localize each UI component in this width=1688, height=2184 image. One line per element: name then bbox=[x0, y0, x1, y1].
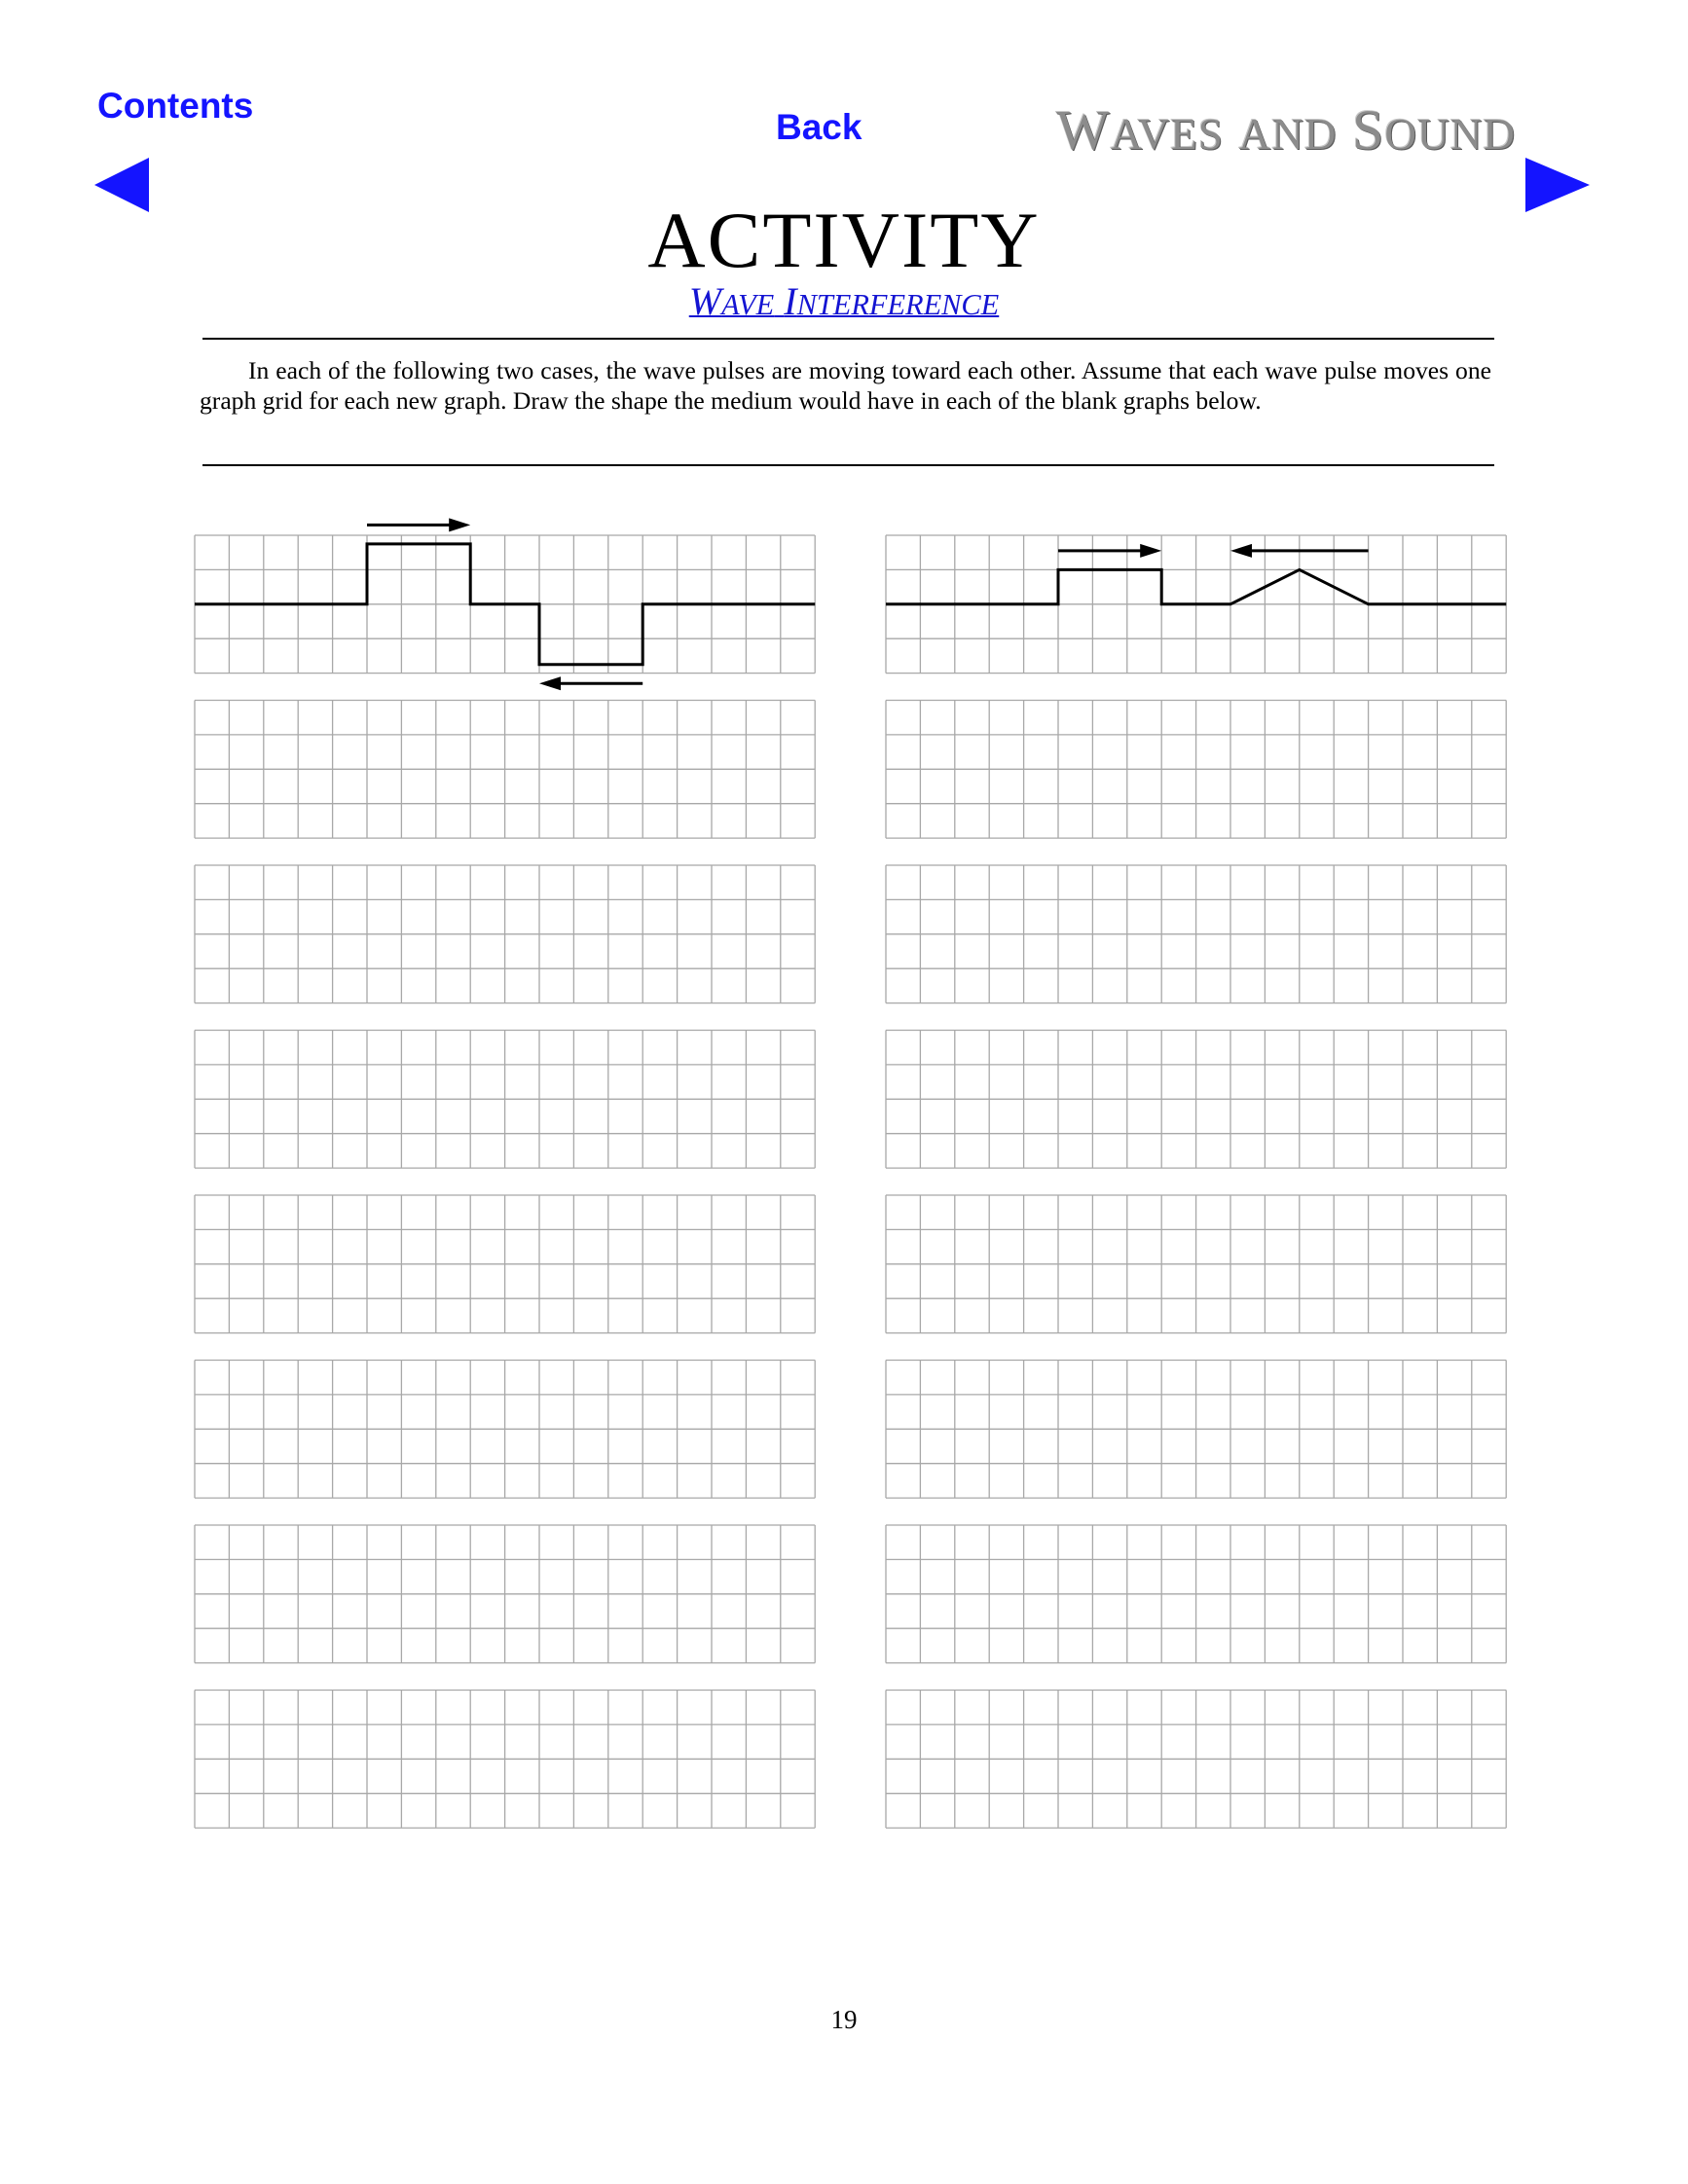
grid-lines bbox=[886, 701, 1506, 839]
grid-lines bbox=[886, 1031, 1506, 1169]
grid-lines bbox=[195, 1361, 815, 1499]
arrowhead-icon bbox=[539, 676, 561, 690]
grid-lines bbox=[195, 1691, 815, 1829]
back-link[interactable]: Back bbox=[776, 107, 862, 147]
blank-answer-grid[interactable] bbox=[195, 1031, 815, 1169]
page-title: ACTIVITY bbox=[647, 196, 1041, 284]
chapter-title-initial: W bbox=[1056, 98, 1111, 162]
grid-lines bbox=[195, 1525, 815, 1663]
chapter-title-initial: S bbox=[1352, 98, 1385, 162]
subtitle-word: NTERFERENCE bbox=[796, 288, 1000, 321]
blank-answer-grid[interactable] bbox=[195, 701, 815, 839]
subtitle-initial: I bbox=[784, 279, 797, 323]
chapter-title-word: OUND bbox=[1384, 110, 1516, 159]
blank-answer-grid[interactable] bbox=[886, 1195, 1506, 1333]
contents-link[interactable]: Contents bbox=[97, 86, 254, 126]
blank-answer-grid[interactable] bbox=[886, 701, 1506, 839]
chapter-title-word: AVES bbox=[1110, 110, 1225, 159]
arrowhead-icon bbox=[449, 518, 470, 531]
grid-lines bbox=[886, 1195, 1506, 1333]
grid-lines bbox=[886, 1525, 1506, 1663]
grid-lines bbox=[195, 1195, 815, 1333]
arrowhead-icon bbox=[1140, 544, 1161, 558]
blank-answer-grid[interactable] bbox=[886, 1031, 1506, 1169]
arrowhead-icon bbox=[1230, 544, 1252, 558]
blank-answer-grid[interactable] bbox=[886, 865, 1506, 1003]
subtitle-initial: W bbox=[688, 279, 722, 323]
grid-lines bbox=[195, 701, 815, 839]
grid-lines bbox=[195, 865, 815, 1003]
blank-answer-grid[interactable] bbox=[886, 1691, 1506, 1829]
blank-answer-grid[interactable] bbox=[886, 1361, 1506, 1499]
grid-lines bbox=[886, 1361, 1506, 1499]
blank-answer-grid[interactable] bbox=[195, 865, 815, 1003]
chapter-title-word: AND bbox=[1238, 110, 1338, 159]
instructions-text: In each of the following two cases, the wave pulses are moving toward each other. Assume that each wave pulse moves one graph grid for each new graph. Draw the shape the medium would have in each of the blank graphs below. bbox=[200, 356, 1491, 415]
blank-answer-grid[interactable] bbox=[886, 1525, 1506, 1663]
blank-answer-grid[interactable] bbox=[195, 1195, 815, 1333]
grid-lines bbox=[886, 865, 1506, 1003]
blank-answer-grid[interactable] bbox=[195, 1691, 815, 1829]
blank-answer-grid[interactable] bbox=[195, 1525, 815, 1663]
page-number: 19 bbox=[830, 2005, 858, 2034]
grid-lines bbox=[886, 1691, 1506, 1829]
blank-answer-grid[interactable] bbox=[195, 1361, 815, 1499]
subtitle-word: AVE bbox=[721, 288, 775, 321]
grid-lines bbox=[195, 1031, 815, 1169]
